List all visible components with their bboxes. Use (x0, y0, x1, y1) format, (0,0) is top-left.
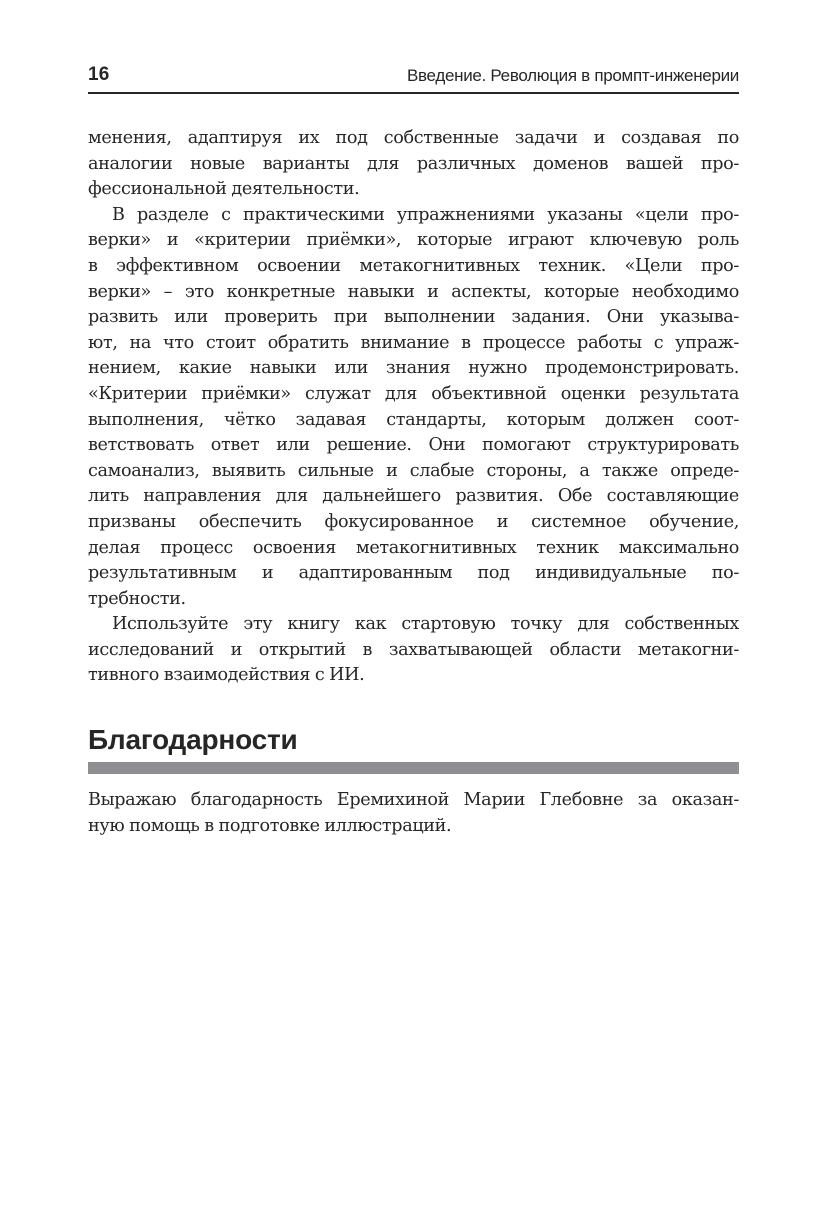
text-line: менения, адаптируя их под собственные задачи и создавая по (88, 128, 739, 148)
text-line: результативным и адаптированным под индивидуальные по- (88, 563, 739, 584)
text-line: выполнения, чётко задавая стандарты, которым должен соот- (88, 409, 739, 430)
text-line: аналогии новые варианты для различных доменов вашей про- (88, 153, 739, 174)
text-line: В разделе с практическими упражнениями указаны «цели про- (112, 204, 739, 225)
running-title: Введение. Революция в промпт-инженерии (406, 66, 739, 85)
text-line: исследований и открытий в захватывающей области метакогни- (88, 639, 739, 660)
text-line: нением, какие навыки или знания нужно продемонстрировать. (88, 358, 739, 379)
text-line: Выражаю благодарность Еремихиной Марии Глебовне за оказан- (88, 790, 739, 810)
section-divider (88, 762, 739, 774)
text-line: ную помощь в подготовке иллюстраций. (88, 815, 452, 836)
text-line: верки» – это конкретные навыки и аспекты, которые необходимо (88, 281, 739, 302)
text-line: делая процесс освоения метакогнитивных техник максимально (88, 537, 739, 558)
text-line: «Критерии приёмки» служат для объективной оценки результата (88, 383, 739, 404)
paragraph-exercises (88, 203, 739, 613)
running-header (88, 60, 739, 94)
paragraph-usage (88, 612, 739, 689)
text-line: лить направления для дальнейшего развития. Обе составляющие (88, 486, 739, 507)
text-line: требности. (88, 588, 186, 609)
text-line: верки» и «критерии приёмки», которые играют ключевую роль (88, 230, 739, 251)
text-line: фессиональной деятельности. (88, 179, 360, 200)
text-line: развить или проверить при выполнении задания. Они указыва- (88, 307, 739, 328)
acknowledgements-text (88, 788, 739, 839)
body-text (88, 126, 739, 689)
text-line: в эффективном освоении метакогнитивных техник. «Цели про- (88, 255, 739, 276)
paragraph-continued (88, 126, 739, 203)
page-number: 16 (88, 64, 110, 85)
text-line: призваны обеспечить фокусированное и системное обучение, (88, 511, 739, 532)
text-line: Используйте эту книгу как стартовую точку для собственных (112, 614, 739, 635)
text-line: ветствовать ответ или решение. Они помогают структурировать (88, 435, 739, 456)
text-line: ют, на что стоит обратить внимание в процессе работы с упраж- (88, 332, 739, 353)
text-line: самоанализ, выявить сильные и слабые стороны, а также опреде- (88, 460, 739, 481)
section-title: Благодарности (88, 724, 298, 755)
text-line: тивного взаимодействия с ИИ. (88, 665, 365, 686)
